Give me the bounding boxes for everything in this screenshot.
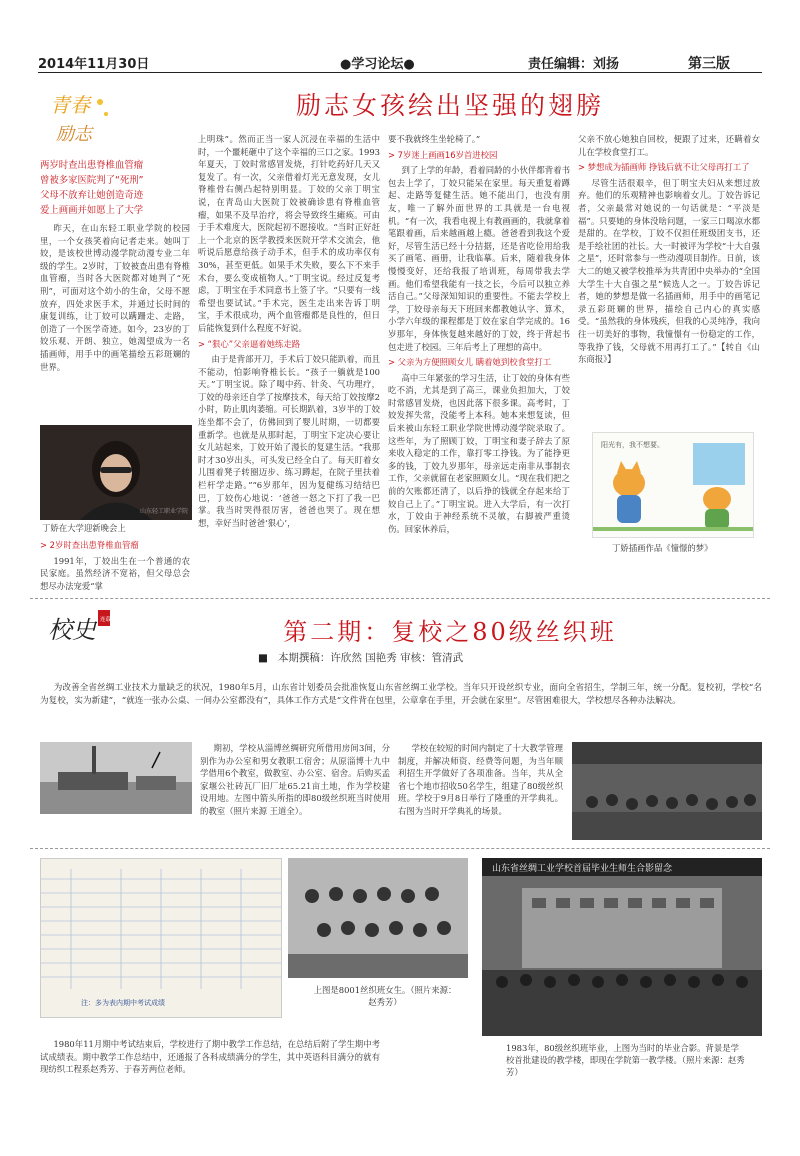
issue-date: 2014年11月30日 xyxy=(38,57,150,72)
paragraph: 高中三年紧张的学习生活，让丁姣的身体有些吃不消，尤其是到了高三，课业负担加大，丁姣时常感冒发烧，也因此落下很多课。高考时，丁姣发挥失常，没能考上本科。她本来想复读，但后来被山东轻工职业学院世博动漫学院录取了。这些年，为了照顾丁姣，丁明宝和妻子辞去了原来收入稳定的工作，靠打零工挣钱。为了能挣更多的钱，丁姣九岁那年，母亲远走南非从事制衣工作，父亲就留在老家照顾女儿。“现在我们把之前的欠账都还清了，以后挣的钱就全存起来给丁姣自己上了。”丁明宝说。进入大学后，有一次打水，丁姣由于神经系统不灵敏，右脚被严重烫伤。回家休养后， xyxy=(388,372,570,534)
series-title: 第二期：复校之80级丝织班 xyxy=(283,618,617,646)
paragraph: 到了上学的年龄，看着同龄的小伙伴都背着书包去上学了，丁姣只能呆在家里。每天重复着蹲起、走路等复健生活。她不能出门，也没有朋友，唯一了解外面世界的工具就是一台电视机。“有一次，我看电视上有教画画的，我就拿着笔跟着画，后来越画越上瘾。爸爸看到我这个爱好，尽管生活已经十分拮据，还是省吃俭用给我买了画笔、画册，让我临摹。后来，随着我身体慢慢变好，还给我报了培训班，每周带我去学画。他们希望我能有一技之长，今后可以独立养活自己。”父母深知知识的重要性。不能去学校上学，丁姣母亲每天下班回来都教她认字、算术，小学六年级的课程都是丁姣在家自学完成的。16岁那年，身体恢复越来越好的丁姣，终于背起书包走进了校园。三年后考上了理想的高中。 xyxy=(388,165,570,352)
paragraph: 尽管生活很艰辛，但丁明宝夫妇从来想过放弃。他们的乐观精神也影响着女儿。丁姣告诉记者，父亲最常对她说的一句话就是：“平淡是福”。只要她的身体没啥问题，一家三口喝凉水都是甜的。在学校，丁姣不仅担任班级团支书，还是手绘社团的社长。大一时被评为学校“十大自强之星”，还时常参与一些动漫项目制作。日前，该大二的她又被学校推举为共青团中央举办的“全国大学生十大自强之星”候选人之一。丁姣告诉记者，她的梦想是做一名插画师，用手中的画笔记录五彩斑斓的世界，描绘自己内心的真实感受。“虽然我的身体残疾，但我的心灵纯净，我向往一切美好的事物，我憧憬有一份稳定的工作，等我挣了钱，父母就不用再打工了。”【转自《山东商报》】 xyxy=(578,177,760,365)
history-intro xyxy=(40,682,762,732)
section-name: ●学习论坛● xyxy=(340,57,415,72)
subheading: > “狠心”父亲逼着她练走路 xyxy=(198,338,301,349)
page-number: 第三版 xyxy=(688,56,730,72)
paragraph: 1991年，丁姣出生在一个普通的农民家庭。虽然经济不宽裕，但父母总会想尽办法宠爱“掌 xyxy=(40,555,190,591)
opening-ceremony-photo xyxy=(572,742,762,840)
lead-list xyxy=(40,158,190,218)
svg-text:阳光有，我不想要。: 阳光有，我不想要。 xyxy=(601,441,664,449)
lead-line: 曾被多家医院判了“死刑” xyxy=(40,175,144,186)
lead-line: 两岁时查出患脊椎血管瘤 xyxy=(40,160,144,171)
ceremony-crowd-photo xyxy=(572,742,762,840)
score-sheet-scan xyxy=(41,859,281,1017)
student-photo xyxy=(40,425,192,520)
paragraph: 父亲不放心她独自回校，便跟了过来，还瞒着女儿在学校食堂打工。 xyxy=(578,134,760,157)
page-header xyxy=(38,50,762,73)
subheading: > 7岁迷上画画16岁首进校园 xyxy=(388,149,498,160)
svg-text:注：多为表内期中考试成绩: 注：多为表内期中考试成绩 xyxy=(81,999,165,1007)
svg-text:山东省丝绸工业学校首届毕业生师生合影留念: 山东省丝绸工业学校首届毕业生师生合影留念 xyxy=(492,864,673,874)
history-paragraph-1 xyxy=(200,742,390,837)
article-column-2 xyxy=(198,133,380,593)
paragraph: 1980年11月期中考试结束后，学校进行了期中教学工作总结，在总结后附了学生期中考试成绩表。期中教学工作总结中，还通报了各科成绩满分的学生，其中英语科目满分的就有现纺织工程系赵秀芳、于春芳两位老师。 xyxy=(40,1039,380,1075)
photo-divider xyxy=(30,848,770,849)
lead-line: 爱上画画并如愿上了大学 xyxy=(40,205,144,216)
paragraph: 由于是背部开刀，手术后丁姣只能趴着，而且不能动，怕影响脊椎长长。“孩子一躺就是100天。”丁明宝说。除了喝中药、针灸、气功理疗，丁姣的母亲还自学了按摩技术，每天给丁姣按摩2小时，防止肌肉萎缩。可长期趴着，3岁半的丁姣连坐都不会了，仿佛回到了婴儿时期，一切都要重新学。也就是从那时起，丁明宝下定决心要让女儿站起来，丁姣开始了漫长的复建生活。“我那时才30岁出头，可头发已经全白了。每天盯着女儿围着凳子转圈迈步、练习蹲起，在院子里扶着栏杆学走路。”“6岁那年，因为复健练习结结巴巴，丁姣伤心地说：‘爸爸一怒之下打了我一巴掌。我当时哭得很厉害，爸爸也哭了。现在想想，幸好当时爸爸‘狠心’， xyxy=(198,354,380,528)
girls-photo-caption: 上图是8001丝织班女生。（照片来源：赵秀芳） xyxy=(313,985,457,1007)
history-paragraph-3 xyxy=(40,1038,380,1098)
svg-text:山东轻工职业学院: 山东轻工职业学院 xyxy=(140,508,189,515)
cat-illustration xyxy=(593,433,753,537)
subheading: > 2岁时查出患脊椎血管瘤 xyxy=(40,540,139,550)
girls-class-photo xyxy=(288,858,468,978)
paragraph: 期初，学校从淄博丝绸研究所借用房间3间，分别作为办公室和男女教职工宿舍；从原淄博十九中学借用6个教室，做教室、办公室、宿舍。后购买孟家堰公社砖瓦厂旧厂址65.21亩土地，作为学校建设用地。左图中箭头所指的即80级丝织班当时使用的教室（照片来源 王道全）。 xyxy=(200,743,390,816)
exam-score-table xyxy=(40,858,282,1018)
article-column-1 xyxy=(40,158,190,418)
youth-logo-art xyxy=(44,88,114,150)
school-history-logo xyxy=(44,604,114,650)
portrait-figure xyxy=(40,425,192,520)
paragraph: 学校在较短的时间内制定了十大教学管理制度，并解决师资、经费等问题，为当年顺利招生开学做好了各项准备。当年，共从全省七个地市招收50名学生，组建了80级丝织班。学校于9月8日举行了隆重的开学典礼。右图为当时开学典礼的场景。 xyxy=(398,743,563,816)
byline-text: 本期撰稿：许欣然 国艳秀 审核：管清武 xyxy=(277,652,464,664)
illustration xyxy=(592,432,754,538)
classroom-building-photo xyxy=(40,742,192,814)
article-column-3 xyxy=(388,133,570,593)
old-classroom-photo xyxy=(40,742,192,814)
article-column-1-continued xyxy=(40,536,190,596)
logo-calligraphy: 校史 xyxy=(48,616,96,644)
history-logo-art xyxy=(44,604,114,650)
section-divider xyxy=(30,598,770,599)
graduation-photo-caption: 1983年，80级丝织班毕业，上图为当时的毕业合影。背景是学校首批建设的教学楼，即现在学院第一教学楼。（照片来源：赵秀芳） xyxy=(506,1043,745,1077)
lead-line: 父母不放弃让她创造奇迹 xyxy=(40,190,144,201)
girls-group-photo xyxy=(288,858,468,978)
editor-credit: 责任编辑：刘扬 xyxy=(528,57,620,72)
logo-char-1: 青春 xyxy=(50,93,90,117)
star-icon xyxy=(104,112,108,116)
paragraph: 上明珠”。然而正当一家人沉浸在幸福的生活中时，一个噩耗砸中了这个幸福的三口之家。1993年夏天，丁姣时常感冒发烧，打针吃药好几天又复发了。有一次，父亲借着灯光无意发现，女儿脊椎骨右侧凸起特别明显。丁姣的父亲丁明宝说，在青岛山大医院丁姣被确诊患有脊椎血管瘤，如果不及早治疗，将会导致终生瘫痪。可由于手术难度大，医院起初不愿接收。“当时正好赶上一个北京的医学教授来医院开学术交流会，他听说后愿意给孩子动手术，但手术的成功率仅有30%，甚至更低。如果手术失败，要么下不来手术台，要么变成植物人。”丁明宝说。经过反复考虑，丁明宝在手术同意书上签了字。“只要有一线希望也要试试。”手术完，医生走出来告诉丁明宝，手术很成功，两个血管瘤都是良性的，但日后能恢复到什么程度不好说。 xyxy=(198,134,380,333)
paragraph: 为改善全省丝绸工业技术力量缺乏的状况，1980年5月，山东省计划委员会批准恢复山东省丝绸工业学校。当年只开设丝织专业，面向全省招生，学制三年，统一分配。复校初，学校“名为复校，实为新建”，“就连一张办公桌、一间办公室都没有”，具体工作方式是“文件背在包里，公章拿在手里，开会就在家里”。尽管困难很大，学校想尽各种办法解决。 xyxy=(40,683,762,706)
illustration-caption: 丁娇插画作品《憧憬的梦》 xyxy=(612,543,713,553)
subheading: > 梦想成为插画师 挣钱后就不让父母再打工了 xyxy=(578,162,750,173)
bullet-icon: ■ xyxy=(258,652,278,664)
star-icon xyxy=(97,99,103,105)
subheading: > 父亲为方便照顾女儿 瞒着她到校食堂打工 xyxy=(388,357,552,368)
article-title: 励志女孩绘出坚强的翅膀 xyxy=(295,91,604,120)
byline xyxy=(258,650,658,665)
logo-char-2: 励志 xyxy=(56,124,92,145)
article-column-4 xyxy=(578,133,760,433)
intro-paragraph: 昨天，在山东轻工职业学院的校园里，一个女孩笑着向记者走来。她叫丁姣，是该校世博动漫学院动漫专业二年级的学生。2岁时，丁姣被查出患有脊椎血管瘤，当时各大医院都对她判了“死刑”，可面对这个幼小的生命，父母不愿放弃，四处求医手术，并通过长时间的康复训练，让丁姣可以蹒跚走、走路，创造了一个医学奇迹。如今，23岁的丁姣乐观、开朗、独立，她渴望成为一名插画师，用手中的画笔描绘五彩斑斓的世界。 xyxy=(40,223,190,372)
history-paragraph-2 xyxy=(398,742,563,837)
photo-caption: 丁娇在大学迎新晚会上 xyxy=(42,523,126,533)
graduation-photo xyxy=(482,858,762,1036)
svg-text:连载: 连载 xyxy=(100,617,112,623)
graduation-group-photo xyxy=(482,858,762,1036)
youth-logo xyxy=(44,88,114,150)
paragraph: 要不我就终生坐轮椅了。” xyxy=(388,134,481,144)
